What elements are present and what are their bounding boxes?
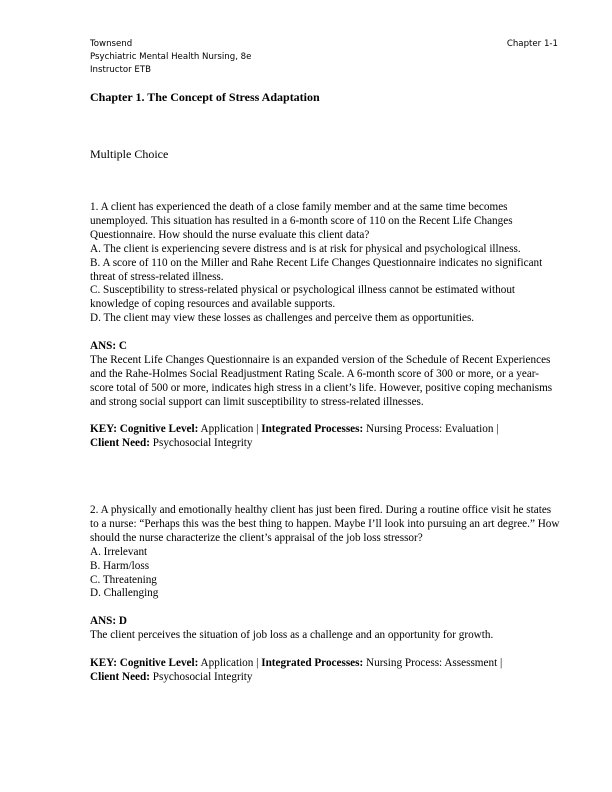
cognitive-level-label: Cognitive Level: (119, 423, 199, 436)
separator: | (496, 423, 499, 436)
client-need-label: Client Need: (90, 670, 150, 683)
separator: | (256, 423, 259, 436)
cognitive-level-value: Application (200, 656, 254, 669)
option-a: A. Irrelevant (90, 545, 148, 558)
integrated-processes-label: Integrated Processes: (261, 656, 364, 669)
question-2 (90, 504, 560, 685)
key-label: KEY: (90, 656, 117, 669)
option-b: B. A score of 110 on the Miller and Rahe Recent Life Changes Questionnaire indicates no significant threat of stress-related illness. (90, 256, 543, 283)
question-stem: 1. A client has experienced the death of a close family member and at the same time becomes unemployed. This situation has resulted in a 6-month score of 110 on the Recent Life Changes Questionnaire. How should the nurse evaluate this client data? (90, 201, 513, 241)
answer: ANS: C (90, 340, 127, 353)
page-header (90, 38, 558, 77)
option-d: D. Challenging (90, 587, 159, 600)
header-author: Townsend (90, 39, 133, 49)
chapter-title: Chapter 1. The Concept of Stress Adaptation (90, 90, 320, 104)
rationale: The Recent Life Changes Questionnaire is an expanded version of the Schedule of Recent Experiences and the Rahe-Holmes Social Readjustment Rating Scale. A 6-month score of 300 or more, or a year-score total of 500 or more, indicates high stress in a client’s life. However, positive coping mechanisms and strong social support can limit susceptibility to stress-related illnesses. (90, 353, 553, 408)
integrated-processes-value: Nursing Process: Evaluation (366, 423, 494, 436)
client-need-value: Psychosocial Integrity (152, 670, 253, 683)
integrated-processes-value: Nursing Process: Assessment (366, 656, 498, 669)
client-need-label: Client Need: (90, 437, 150, 450)
key-label: KEY: (90, 423, 117, 436)
header-page-ref: Chapter 1-1 (506, 39, 558, 49)
question-stem: 2. A physically and emotionally healthy client has just been fired. During a routine office visit he states to a nurse: “Perhaps this was the best thing to happen. Maybe I’ll look into pursuing an art degree.” How should the nurse characterize the client’s appraisal of the job loss stressor? (90, 504, 560, 544)
header-left (90, 38, 558, 77)
question-1 (90, 201, 560, 451)
integrated-processes-label: Integrated Processes: (261, 423, 364, 436)
header-book: Psychiatric Mental Health Nursing, 8e (90, 52, 252, 62)
client-need-value: Psychosocial Integrity (152, 437, 253, 450)
answer: ANS: D (90, 615, 127, 628)
separator: | (256, 656, 259, 669)
cognitive-level-value: Application (200, 423, 254, 436)
section-title: Multiple Choice (90, 147, 169, 161)
key-line (90, 657, 560, 685)
option-d: D. The client may view these losses as challenges and perceive them as opportunities. (90, 312, 475, 325)
option-b: B. Harm/loss (90, 559, 150, 572)
rationale: The client perceives the situation of job loss as a challenge and an opportunity for growth. (90, 629, 494, 642)
cognitive-level-label: Cognitive Level: (119, 656, 199, 669)
header-source: Instructor ETB (90, 65, 151, 75)
option-c: C. Susceptibility to stress-related physical or psychological illness cannot be estimated without knowledge of coping resources and available supports. (90, 284, 516, 311)
separator: | (499, 656, 503, 669)
key-line (90, 423, 560, 451)
option-c: C. Threatening (90, 573, 157, 586)
option-a: A. The client is experiencing severe distress and is at risk for physical and psychological illness. (90, 242, 521, 255)
